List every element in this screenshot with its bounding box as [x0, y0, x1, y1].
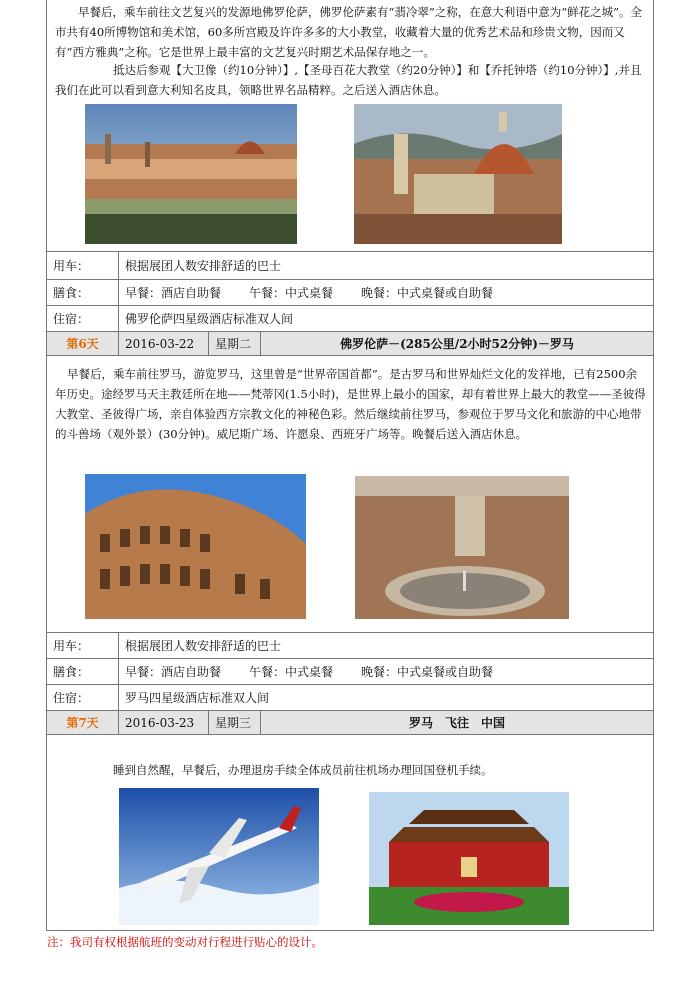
dinner: 晚餐：中式桌餐或自助餐 [361, 286, 494, 300]
day5-intro: 早餐后，乘车前往文艺复兴的发源地佛罗伦萨，佛罗伦萨素有“翡冷翠”之称，在意大利语中意为“鲜花之城”。全市共有40所博物馆和美术馆，60多所宫殿及许许多多的大小教堂，收藏着大量的优秀艺术品和珍贵文物，因而又有“西方雅典”之称。它是世界上最丰富的文艺复兴时期艺术品保存地之一。 [55, 5, 643, 59]
day5-sights: 抵达后参观【大卫像（约10分钟）】,【圣母百花大教堂（约20分钟）】和【乔托钟塔（约10分钟）】,并且我们在此可以看到意大利知名皮具，领略世界名品精粹。之后送入酒店休息。 [55, 63, 642, 97]
hotel-value: 佛罗伦萨四星级酒店标准双人间 [125, 312, 294, 326]
day-number: 第6天 [47, 332, 119, 355]
colosseum-photo [85, 474, 306, 619]
meals-value [119, 280, 521, 305]
day-weekday: 星期三 [209, 711, 261, 734]
day6-header-row [47, 331, 653, 355]
florence-panorama-photo [85, 104, 297, 244]
florence-cathedral-photo [354, 104, 562, 244]
day7-header-row [47, 710, 653, 734]
breakfast: 早餐：酒店自助餐 [125, 286, 222, 300]
day6-transport-row [47, 632, 653, 658]
breakfast: 早餐：酒店自助餐 [125, 665, 222, 679]
transport-value: 根据展团人数安排舒适的巴士 [125, 639, 282, 653]
day-route: 佛罗伦萨－(285公里/2小时52分钟)－罗马 [340, 337, 574, 351]
day6-meals-row [47, 658, 653, 684]
day-date: 2016-03-23 [119, 711, 209, 734]
day5-transport-row [47, 251, 653, 279]
transport-label: 用车： [47, 252, 119, 279]
day-date: 2016-03-22 [119, 332, 209, 355]
day6-hotel-row [47, 684, 653, 710]
vatican-square-photo [355, 476, 569, 619]
dinner: 晚餐：中式桌餐或自助餐 [361, 665, 494, 679]
airplane-photo [119, 788, 319, 925]
day6-desc: 早餐后，乘车前往罗马，游览罗马，这里曾是“世界帝国首都”。是古罗马和世界灿烂文化的发祥地，已有2500余年历史。途经罗马天主教廷所在地——梵蒂冈(1.5小时)，是世界上最小的国家，却有着世界上最大的教堂——圣彼得大教堂、圣彼得广场，亲自体验西方宗教文化的神秘色彩。然后继续前往罗马，参观位于罗马文化和旅游的中心地带的斗兽场（观外景）(30分钟)。威尼斯广场、许愿泉、西班牙广场等。晚餐后送入酒店休息。 [55, 367, 646, 441]
tiananmen-photo [369, 792, 569, 925]
day7-desc: 睡到自然醒，早餐后，办理退房手续全体成员前往机场办理回国登机手续。 [113, 763, 493, 777]
day-route: 罗马 飞往 中国 [408, 716, 505, 730]
transport-value: 根据展团人数安排舒适的巴士 [125, 259, 282, 273]
day5-hotel-row [47, 305, 653, 331]
meals-label: 膳食： [47, 280, 119, 305]
lunch: 午餐：中式桌餐 [249, 665, 334, 679]
day5-meals-row [47, 279, 653, 305]
transport-label: 用车： [47, 633, 119, 658]
day-number: 第7天 [47, 711, 119, 734]
lunch: 午餐：中式桌餐 [249, 286, 334, 300]
footnote: 注：我司有权根据航班的变动对行程进行贴心的设计。 [47, 935, 323, 949]
hotel-label: 住宿： [47, 306, 119, 331]
hotel-value: 罗马四星级酒店标准双人间 [125, 691, 270, 705]
day-weekday: 星期二 [209, 332, 261, 355]
hotel-label: 住宿： [47, 685, 119, 710]
meals-label: 膳食： [47, 659, 119, 684]
itinerary-table [46, 0, 654, 931]
meals-value [119, 659, 521, 684]
